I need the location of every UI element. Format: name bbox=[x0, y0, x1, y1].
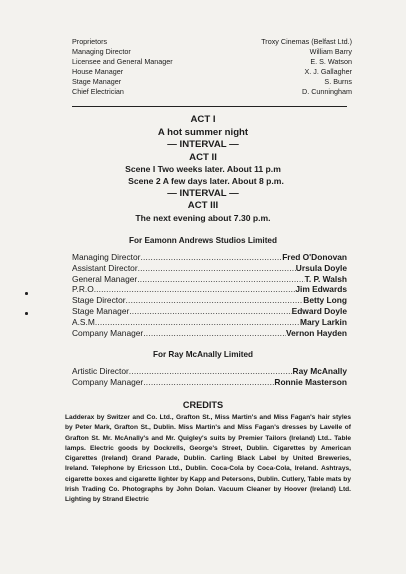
staff-name: William Barry bbox=[309, 47, 352, 56]
role-row bbox=[72, 284, 347, 295]
margin-dot bbox=[25, 312, 28, 315]
act-title: ACT III bbox=[187, 200, 219, 212]
role-title: General Manager bbox=[72, 273, 138, 284]
role-title: Stage Manager bbox=[72, 305, 130, 316]
scene-line: Scene 2 A few days later. About 8 p.m. bbox=[128, 175, 284, 186]
staff-row bbox=[72, 57, 352, 67]
act-schedule bbox=[0, 114, 406, 224]
company-heading: For Ray McAnally Limited bbox=[152, 350, 254, 359]
role-row bbox=[72, 274, 347, 285]
staff-name: D. Cunningham bbox=[302, 87, 352, 96]
credits-text: Ladderax by Switzer and Co. Ltd., Grafton St., Miss Martin's and Miss Fagan's hair styles by Peter Mark, Grafton St., Dublin. Miss Martin's and Miss Fagan's dresses by Lavelle of Grafton St. Mr. McAnally's and Mr. Quigley's suits by Premier Tailors (Ireland) Ltd.. Table lamps. Electric goods by Dockrells, George's Street, Dublin. Cigarettes by American Cigarettes (Ireland) Grand Parade, Dublin. Carling Black Label by United Breweries, Ireland. Telephone by Ericsson Ltd., Dublin. Coca-Cola by Coca-Cola, Ireland. Ashtrays, cigarette boxes and cigarette lighter by Kapp and Petersons, Dublin. Cutlery, Table mats by Irish Trading Co. Photographs by John Dolan. Vacuum Cleaner by Hoover (Ireland) Ltd. Lighting by Strand Electric bbox=[65, 414, 351, 504]
role-row bbox=[72, 252, 347, 263]
role-row bbox=[72, 377, 347, 388]
role-person: Jim Edwards bbox=[295, 284, 347, 295]
dot-leader bbox=[143, 328, 286, 339]
role-row bbox=[72, 306, 347, 317]
role-title: Company Manager bbox=[72, 376, 144, 387]
staff-name: S. Burns bbox=[324, 77, 352, 86]
dot-leader bbox=[137, 274, 304, 285]
staff-row bbox=[72, 87, 352, 97]
role-person: Betty Long bbox=[303, 295, 347, 306]
staff-row bbox=[72, 47, 352, 57]
staff-row bbox=[72, 77, 352, 87]
role-person: Ursula Doyle bbox=[295, 262, 347, 273]
role-row bbox=[72, 366, 347, 377]
role-person: Mary Larkin bbox=[299, 316, 347, 327]
staff-row bbox=[72, 67, 352, 77]
role-title: A.S.M bbox=[72, 316, 95, 327]
staff-name: E. S. Watson bbox=[310, 57, 352, 66]
act-title: ACT I bbox=[190, 114, 216, 125]
role-person: Ray McAnally bbox=[292, 366, 347, 376]
role-person: Edward Doyle bbox=[291, 305, 347, 316]
act-setting: The next evening about 7.30 p.m. bbox=[135, 212, 271, 223]
staff-name: X. J. Gallagher bbox=[304, 67, 352, 76]
theatre-staff-list bbox=[72, 37, 352, 97]
company-heading: For Eamonn Andrews Studios Limited bbox=[129, 236, 277, 245]
act-setting: A hot summer night bbox=[157, 126, 249, 138]
dot-leader bbox=[138, 263, 296, 274]
role-row bbox=[72, 328, 347, 339]
interval-label: — INTERVAL — bbox=[167, 139, 239, 151]
role-title: Artistic Director bbox=[72, 366, 129, 376]
dot-leader bbox=[143, 377, 274, 388]
scene-line: Scene I Two weeks later. About 11 p.m bbox=[125, 164, 281, 175]
role-row bbox=[72, 263, 347, 274]
dot-leader bbox=[126, 295, 304, 306]
staff-role: Proprietors bbox=[72, 37, 108, 46]
dot-leader bbox=[140, 252, 282, 263]
staff-role: Licensee and General Manager bbox=[72, 57, 173, 66]
interval-label: — INTERVAL — bbox=[167, 187, 239, 199]
margin-dot bbox=[25, 292, 28, 295]
staff-role: Chief Electrician bbox=[72, 87, 124, 96]
role-title: P.R.O. bbox=[72, 284, 97, 295]
credits-title: CREDITS bbox=[182, 400, 224, 410]
staff-row bbox=[72, 37, 352, 47]
role-row bbox=[72, 317, 347, 328]
dot-leader bbox=[129, 306, 291, 317]
eamonn-role-list bbox=[72, 252, 347, 338]
staff-role: Managing Director bbox=[72, 47, 131, 56]
role-title: Assistant Director bbox=[72, 262, 138, 273]
dot-leader bbox=[95, 317, 300, 328]
role-row bbox=[72, 295, 347, 306]
dot-leader bbox=[96, 284, 295, 295]
role-title: Managing Director bbox=[72, 252, 141, 262]
staff-name: Troxy Cinemas (Belfast Ltd.) bbox=[261, 37, 352, 46]
dot-leader bbox=[129, 366, 293, 377]
act-title: ACT II bbox=[189, 151, 217, 163]
mcanally-role-list bbox=[72, 366, 347, 388]
role-person: T. P. Walsh bbox=[304, 273, 347, 284]
role-title: Stage Director bbox=[72, 295, 126, 306]
divider-rule bbox=[72, 106, 347, 107]
role-person: Ronnie Masterson bbox=[274, 376, 347, 387]
role-title: Company Manager bbox=[72, 327, 144, 338]
staff-role: Stage Manager bbox=[72, 77, 122, 86]
staff-role: House Manager bbox=[72, 67, 124, 76]
role-person: Fred O'Donovan bbox=[282, 252, 347, 262]
role-person: Vernon Hayden bbox=[286, 327, 347, 338]
